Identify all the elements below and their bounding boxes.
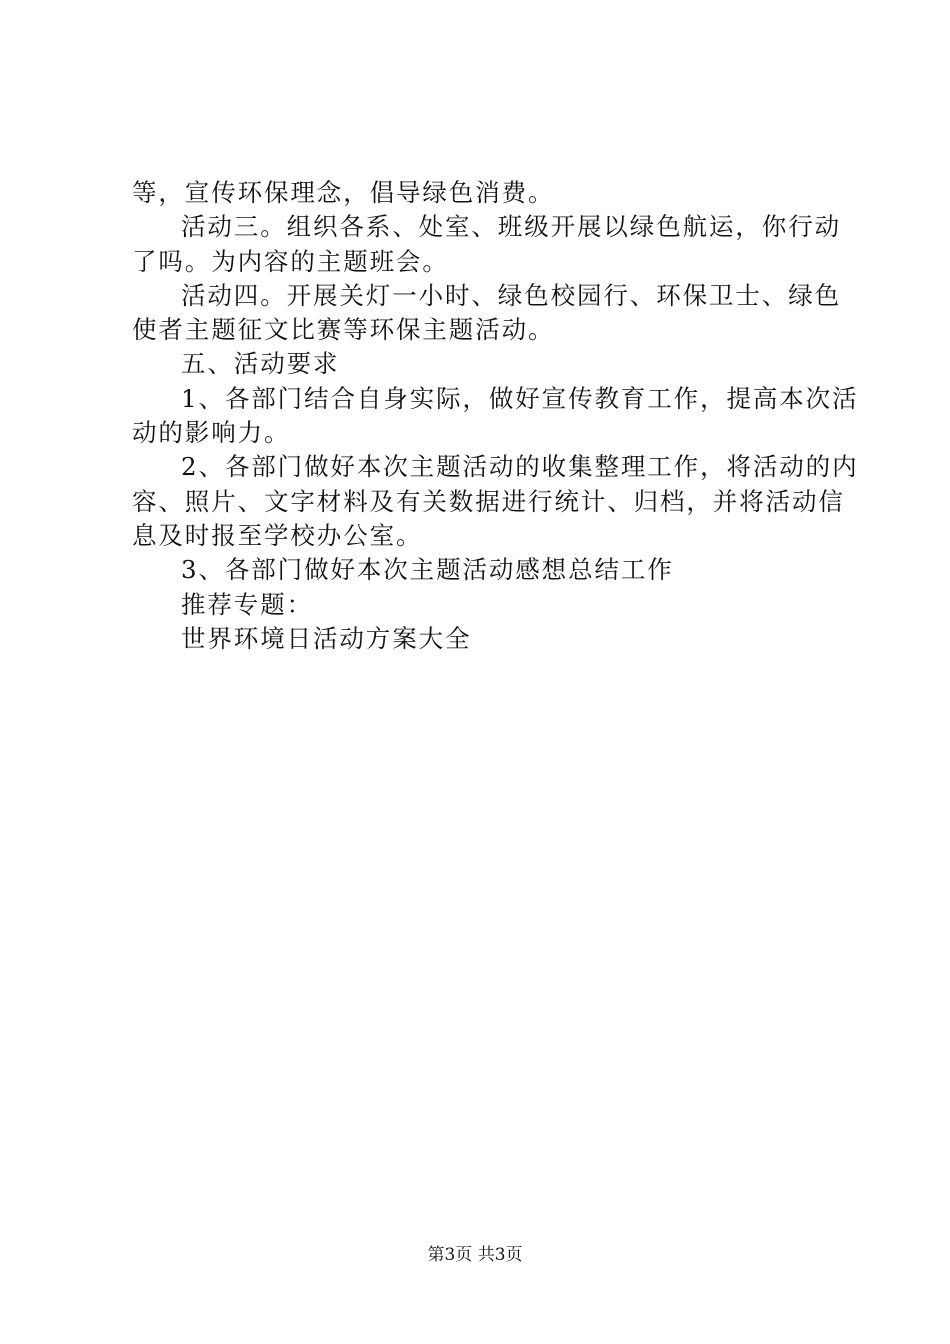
text-line: 活动三。组织各系、处室、班级开展以绿色航运，你行动: [181, 212, 841, 242]
text-line: 息及时报至学校办公室。: [132, 520, 423, 550]
text-line: 活动四。开展关灯一小时、绿色校园行、环保卫士、绿色: [181, 280, 841, 310]
recommended-topics-label: 推荐专题：: [181, 589, 313, 619]
text-line: 了吗。为内容的主题班会。: [132, 246, 449, 276]
section-heading: 五、活动要求: [181, 349, 340, 379]
text-line: 3、各部门做好本次主题活动感想总结工作: [181, 555, 674, 585]
text-line: 1、各部门结合自身实际，做好宣传教育工作，提高本次活: [181, 383, 859, 413]
page-footer: 第3页 共3页: [427, 1245, 523, 1265]
recommended-topic-link[interactable]: 世界环境日活动方案大全: [181, 623, 472, 653]
text-line: 动的影响力。: [132, 418, 291, 448]
text-line: 使者主题征文比赛等环保主题活动。: [132, 315, 555, 345]
text-line: 容、照片、文字材料及有关数据进行统计、归档，并将活动信: [132, 486, 845, 516]
text-line: 等，宣传环保理念，倡导绿色消费。: [132, 178, 555, 207]
document-body: [132, 176, 859, 656]
text-line: 2、各部门做好本次主题活动的收集整理工作，将活动的内: [181, 452, 859, 482]
